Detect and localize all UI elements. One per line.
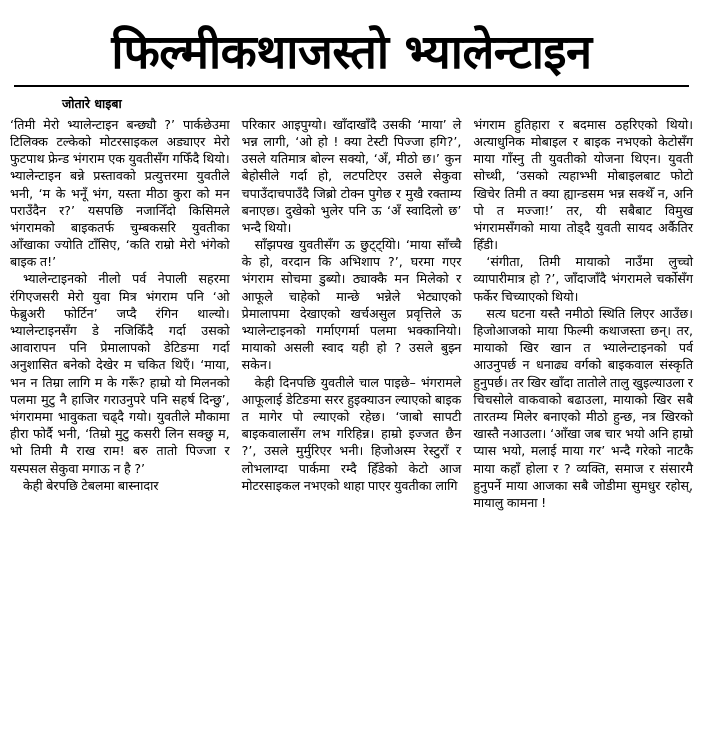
paragraph: भ्यालेन्टाइनको नीलो पर्व नेपाली सहरमा रंगिएजसरी मेरो युवा मित्र भंगराम पनि ‘ओ फेब्रुअरी फोर्टिन’ जप्दै रंगिन थाल्यो। भ्यालेन्टाइनसँग डे नजिकिँदै गर्दा उसको आवारापन पनि प्रेमालापको डेटिङमा गर्दा अनुशासित बनेको देखेर म चकित थिएँ। ‘माया, भन न तिम्रा लागि म के गरूँ? हाम्रो यो मिलनको पलमा मुटु नै हाजिर गराउनुपरे पनि सहर्ष दिन्छु’, भंगराममा भावुकता चढ्दै गयो। युवतीले मौकामा हीरा फोर्दै भनी, ‘तिम्रो मुटु कसरी लिन सक्छु म, भो तिमी मै राख राम! बरु तातो पिज्जा र यस्पसल सेकुवा मगाऊ न है ?’ — [10, 271, 230, 476]
page-title: फिल्मीकथाजस्तो भ्यालेन्टाइन — [111, 25, 592, 80]
paragraph: ‘संगीता, तिमी मायाको नाउँमा लुच्चो व्यापारीमात्र हो ?’, जाँदाजाँदै भंगरामले चर्कोसँग फर्केर चिच्याएको थियो। — [473, 254, 694, 304]
paragraph: परिकार आइपुग्यो। खाँदाखाँदै उसकी ‘माया’ ले भन्न लागी, ‘ओ हो ! क्या टेस्टी पिज्जा हगि?’, उसले यतिमात्र बोल्न सक्यो, ‘अँ, मीठो छ।’ कुन बेहोसीले गर्दा हो, लटपटिएर उसले सेकुवा चपाउँदाचपाउँदै जिब्रो टोक्न पुगेछ र मुखै रक्ताम्य बनाएछ। दुखेको भुलेर पनि ऊ ‘अँ स्वादिलो छ’ भन्दै थियो। — [241, 116, 462, 235]
paragraph: सत्य घटना यस्तै नमीठो स्थिति लिएर आउँछ। हिजोआजको माया फिल्मी कथाजस्ता छन्। तर, मायाको खिर खान त भ्यालेन्टाइनको पर्व आउनुपर्छ न धनाढ्य वर्गको बाइकवाल संस्कृति हुनुपर्छ। तर खिर खाँदा तातोले तालु खुइल्याउला र चिचसोले वाकवाको बढाउला, मायाको खिर सबै तारतम्य मिलेर बनाएको मीठो हुन्छ, नत्र खिरको खास्तै नआउला। ‘आँखा जब चार भयो अनि हाम्रो प्यास भयो, मलाई माया गर’ भन्दै गरेको नाटकै माया कहाँ होला र ? व्यक्ति, समाज र संसारमै हुनुपर्ने माया आजका सबै जोडीमा सुमधुर रहोस्, मायालु कामना ! — [473, 305, 694, 510]
byline: जोतारे धाइबा — [62, 95, 122, 111]
article-column-3 — [473, 116, 693, 511]
title-divider — [14, 85, 689, 87]
article-columns — [10, 116, 693, 511]
paragraph: केही दिनपछि युवतीले चाल पाइछे– भंगरामले आफूलाई डेटिङमा सरर हुइक्याउन ल्याएको बाइक त मागेर पो ल्याएको रहेछ। ‘जाबो सापटी बाइकवालासँग लभ गरिहिन्न। हाम्रो इज्जत छैन ?’, उसले मुर्मुरिएर भनी। हिजोअस्म रेस्टुराँ र लोभलाग्दा पार्कमा रम्दै हिँडेको केटो आज मोटरसाइकल नभएको थाहा पाएर युवतीका लागि — [241, 374, 462, 493]
paragraph: ‘तिमी मेरो भ्यालेन्टाइन बन्छ्यौ ?’ पार्कछेउमा टिलिक्क टल्केको मोटरसाइकल अड्याएर मेरो फुटपाथ फ्रेन्ड भंगराम एक युवतीसँग गफिँदै थियो। भ्यालेन्टाइन बन्ने प्रस्तावको प्रत्युत्तरमा युवतीले भनी, ‘म के भनूँ भंग, यस्ता मीठा कुरा को मन पराउँदैन र?’ यसपछि नजानिँदो किसिमले भंगरामको बाइकतर्फ चुम्बकसरि युवतीका आँखाका ज्योति टाँसिए, ‘कति राम्रो मेरो भंगेको बाइक त!’ — [10, 116, 230, 270]
paragraph: भंगराम हुतिहारा र बदमास ठहरिएको थियो। अत्याधुनिक मोबाइल र बाइक नभएको केटोसँग माया गाँस्नु ती युवतीको योजना थिएन। युवती सोच्थी, ‘उसको त्यहाभ्भी मोबाइलबाट फोटो खिचेर तिमी त क्या ह्यान्डसम भन्न सक्थेँ न, अनि पो त मज्जा!’ तर, यी सबैबाट विमुख भंगरामसँगको माया तोड्दै युवती सायद अर्कैतिर हिँडी। — [473, 116, 694, 253]
article-column-1 — [10, 116, 230, 511]
paragraph: साँझपख युवतीसँग ऊ छुट्ट्यिो। ‘माया साँच्चै के हो, वरदान कि अभिशाप ?’, घरमा गएर भंगराम सोचमा डुब्यो। ठ्याक्कै मन मिलेको र आफूले चाहेको मान्छे भन्नेले भेट्याएको प्रेमालापमा देखाएको खर्चअसुल प्रवृत्तिले ऊ भ्यालेन्टाइनको गर्माएगर्मा पलमा भक्कानियो। मायाको असली स्वाद यही हो ? उसले बुझ्न सकेन। — [241, 237, 462, 373]
paragraph: केही बेरपछि टेबलमा बास्नादार — [23, 477, 159, 493]
article-column-2 — [242, 116, 462, 511]
